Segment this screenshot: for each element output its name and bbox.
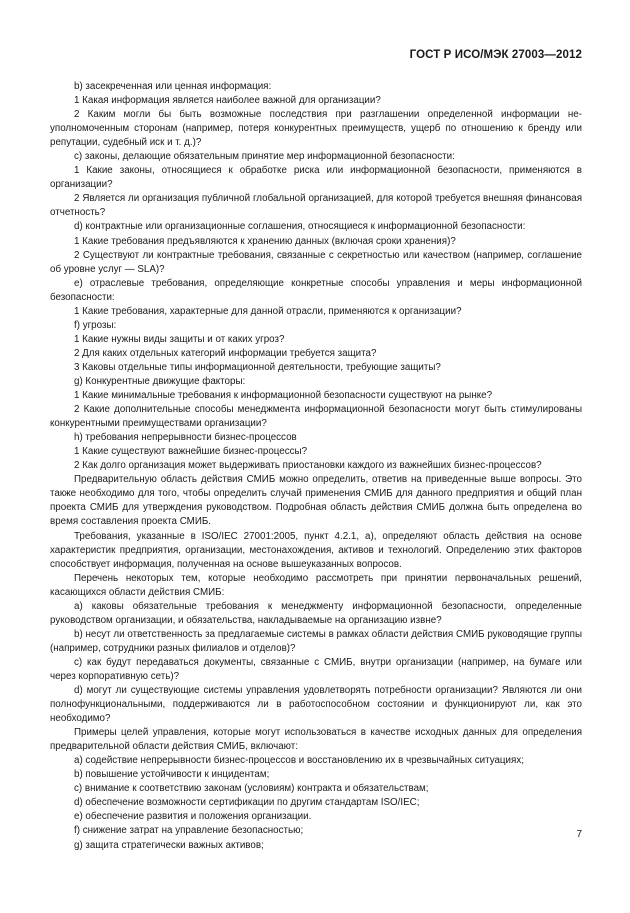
paragraph: 1 Какие законы, относящиеся к обработке риска или информационной безопасности, применяются в организации? xyxy=(50,165,582,191)
paragraph: 1 Какие требования предъявляются к хранению данных (включая сроки хранения)? xyxy=(74,235,456,247)
paragraph: 1 Какие существуют важнейшие бизнес-процессы? xyxy=(74,446,308,458)
paragraph: Требования, указанные в ISO/IEC 27001:2005, пункт 4.2.1, а), определяют область действия на основе характеристик предприятия, организации, местонахождения, активов и технологий. Определению этих факторов способствует информация, полученная на основе вышеуказанных вопросов. xyxy=(50,530,582,570)
paragraph: 2 Существуют ли контрактные требования, связанные с секретностью или качеством (например, соглашение об уровне услуг — SLA)? xyxy=(50,249,582,275)
page-number: 7 xyxy=(576,829,582,840)
paragraph: 1 Какая информация является наиболее важной для организации? xyxy=(74,95,381,107)
paragraph: e) отраслевые требования, определяющие конкретные способы управления и меры информационной безопасности: xyxy=(50,277,582,303)
paragraph: f) угрозы: xyxy=(74,319,117,331)
paragraph: f) снижение затрат на управление безопасностью; xyxy=(74,825,304,837)
paragraph: 1 Какие минимальные требования к информационной безопасности существуют на рынке? xyxy=(74,390,493,402)
paragraph: 2 Каким могли бы быть возможные последствия при разглашении определенной информации неуполномоченным сторонам (например, потеря конкурентных преимуществ, ущерб по отношению к бренду или репутации, судебный иск и т. д.)? xyxy=(50,109,582,149)
paragraph: Перечень некоторых тем, которые необходимо рассмотреть при принятии первоначальных решений, касающихся области действия СМИБ: xyxy=(50,572,582,598)
paragraph: 2 Как долго организация может выдерживать приостановки каждого из важнейших бизнес-процессов? xyxy=(74,460,542,472)
paragraph: 2 Для каких отдельных категорий информации требуется защита? xyxy=(74,347,377,359)
paragraph: c) законы, делающие обязательным принятие мер информационной безопасности: xyxy=(74,151,455,163)
paragraph: d) обеспечение возможности сертификации по другим стандартам ISO/IEC; xyxy=(74,797,420,809)
paragraph: b) засекреченная или ценная информация: xyxy=(74,81,272,92)
paragraph: 2 Является ли организация публичной глобальной организацией, для которой требуется внешняя финансовая отчетность? xyxy=(50,193,582,219)
paragraph: a) содействие непрерывности бизнес-процессов и восстановлению их в чрезвычайных ситуациях; xyxy=(74,755,524,767)
paragraph: d) могут ли существующие системы управления удовлетворять потребности организации? Являются ли они полнофункциональными, поддерживаются ли в работоспособном состоянии и функционируют ли, как это необходимо? xyxy=(50,685,582,725)
paragraph: g) Конкурентные движущие факторы: xyxy=(74,375,246,387)
document-code-header: ГОСТ Р ИСО/МЭК 27003—2012 xyxy=(409,49,582,61)
paragraph: b) несут ли ответственность за предлагаемые системы в рамках области действия СМИБ руководящие группы (например, сотрудники разных филиалов и отделов)? xyxy=(50,628,582,654)
paragraph: c) как будут передаваться документы, связанные с СМИБ, внутри организации (например, на бумаге или через корпоративную сеть)? xyxy=(50,656,582,682)
paragraph: d) контрактные или организационные соглашения, относящиеся к информационной безопасности: xyxy=(74,221,526,233)
body-text xyxy=(50,80,582,853)
paragraph: 1 Какие нужны виды защиты и от каких угроз? xyxy=(74,333,285,345)
paragraph: e) обеспечение развития и положения организации. xyxy=(74,811,312,823)
paragraph: Предварительную область действия СМИБ можно определить, ответив на приведенные выше вопросы. Это также необходимо для того, чтобы определить случай применения СМИБ для данного предприятия и общий план проекта СМИБ для утверждения руководством. Подробная область действия СМИБ должна быть определена во время составления проекта СМИБ. xyxy=(50,474,582,528)
paragraph: 1 Какие требования, характерные для данной отрасли, применяются к организации? xyxy=(74,305,462,317)
paragraph: 3 Каковы отдельные типы информационной деятельности, требующие защиты? xyxy=(74,361,441,373)
paragraph: 2 Какие дополнительные способы менеджмента информационной безопасности могут быть стимулированы конкурентными преимуществами организации? xyxy=(50,404,582,430)
paragraph: g) защита стратегически важных активов; xyxy=(74,839,264,851)
paragraph: h) требования непрерывности бизнес-процессов xyxy=(74,432,297,444)
paragraph: Примеры целей управления, которые могут использоваться в качестве исходных данных для определения предварительной области действия СМИБ, включают: xyxy=(50,727,582,753)
paragraph: a) каковы обязательные требования к менеджменту информационной безопасности, определенные руководством организации, и обязательства, накладываемые на организацию извне? xyxy=(50,600,582,626)
paragraph: b) повышение устойчивости к инцидентам; xyxy=(74,769,270,781)
paragraph: c) внимание к соответствию законам (условиям) контракта и обязательствам; xyxy=(74,783,429,795)
